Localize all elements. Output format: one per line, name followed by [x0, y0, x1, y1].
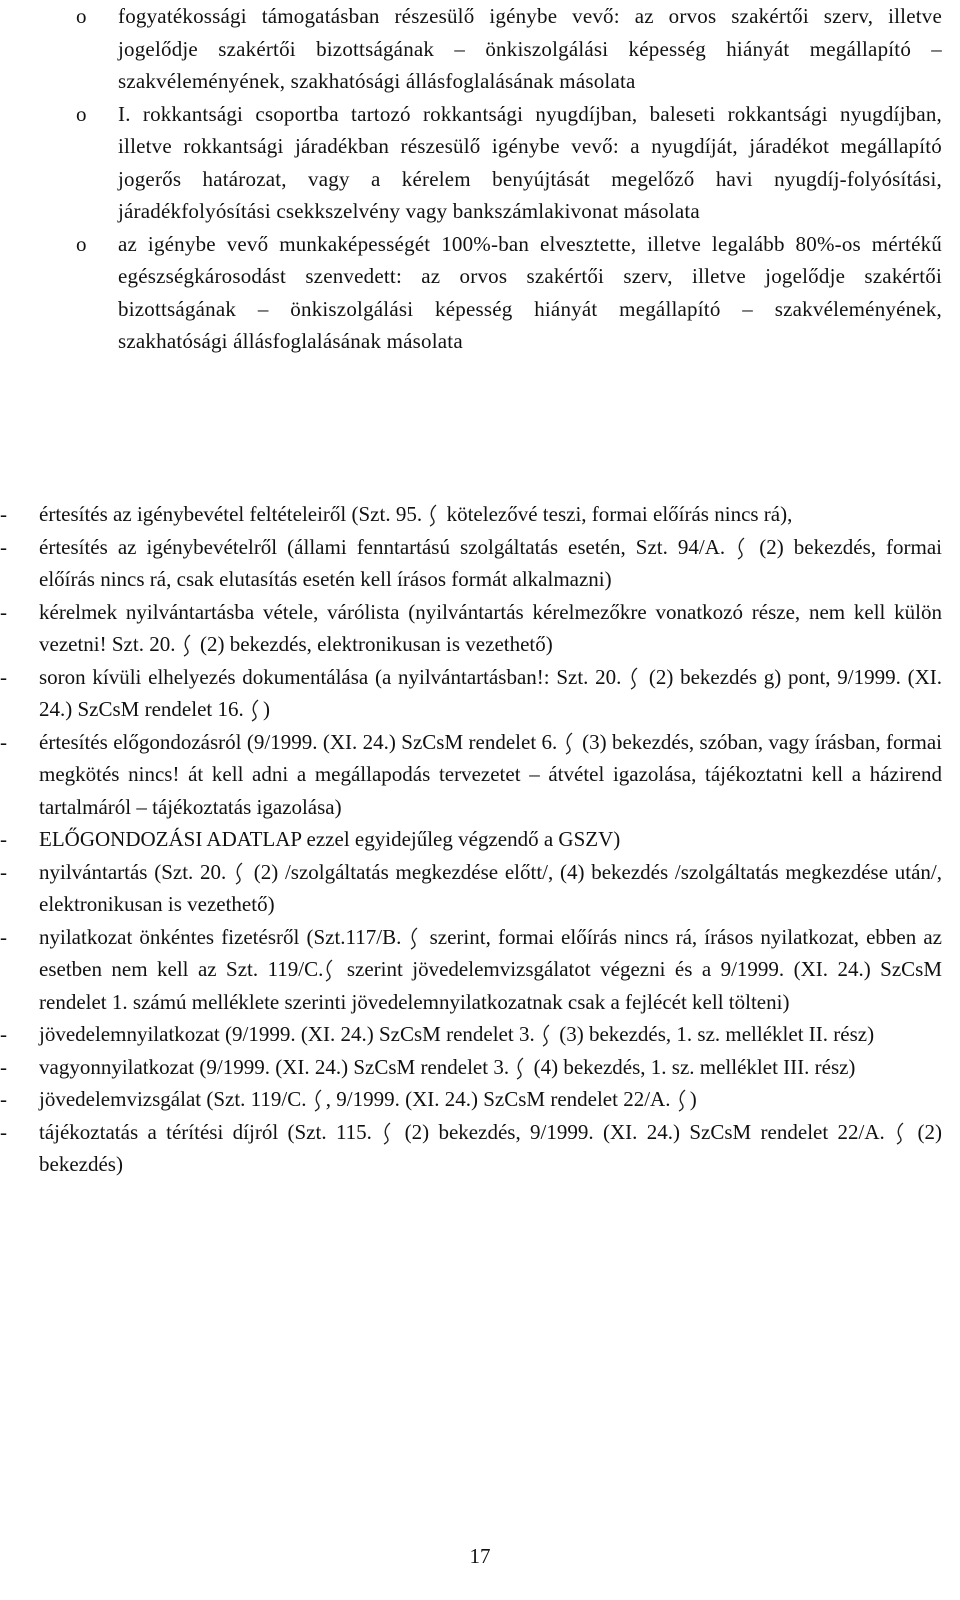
section-sign-icon — [628, 661, 642, 694]
text-segment: ) — [689, 1087, 697, 1111]
text-segment: (3) bekezdés, 1. sz. melléklet II. rész) — [553, 1022, 875, 1046]
section-sign-icon — [427, 498, 441, 531]
text-segment: (2) bekezdés, elektronikusan is vezethető) — [194, 632, 553, 656]
text-segment: kötelezővé teszi, formai előírás nincs rá), — [441, 502, 793, 526]
circle-bullet: o — [76, 231, 87, 256]
section-sign-icon — [563, 726, 577, 759]
dash-bullet: - — [0, 1087, 7, 1111]
text-segment: szerint jövedelemvizsgálatot végezni és a 9/1999. (XI. 24.) SzCsM rendelet 1. számú melléklete szerinti jövedelemnyilatkozatnak csak a fejlécét kell tölteni) — [39, 957, 943, 1014]
section-sign-icon — [894, 1116, 908, 1149]
main-list — [0, 498, 942, 1181]
dash-bullet: - — [0, 1119, 7, 1144]
main-list-item — [0, 596, 942, 661]
sub-item-text: I. rokkantsági csoportba tartozó rokkantsági nyugdíjban, baleseti rokkantsági nyugdíjban, illetve rokkantsági járadékban részesülő igénybe vevő: a nyugdíját, járadékot megállapító jogerős határozat, vagy a kérelem benyújtását megelőző havi nyugdíj-folyósítási, járadékfolyósítási csekkszelvény vagy bankszámlakivonat másolata — [118, 101, 942, 223]
main-item-text — [39, 856, 942, 921]
text-segment: , 9/1999. (XI. 24.) SzCsM rendelet 22/A. — [325, 1087, 676, 1111]
text-segment: (4) bekezdés, 1. sz. melléklet III. rész) — [528, 1054, 856, 1079]
main-item-text — [39, 498, 942, 531]
sub-list-item — [76, 98, 942, 228]
main-list-item — [0, 856, 942, 921]
text-segment: értesítés előgondozásról (9/1999. (XI. 24.) SzCsM rendelet 6. — [39, 729, 563, 754]
text-segment: (3) bekezdés, szóban, vagy írásban, formai megkötés nincs! át kell adni a megállapodás tervezetet – átvétel igazolása, tájékoztatni kell a házirend tartalmáról – tájékoztatás igazolása) — [39, 729, 942, 819]
dash-bullet: - — [0, 729, 7, 754]
section-sign-icon — [540, 1018, 554, 1051]
main-item-text — [39, 661, 942, 726]
dash-bullet: - — [0, 1054, 7, 1079]
sub-item-text: az igénybe vevő munkaképességét 100%-ban elvesztette, illetve legalább 80%-os mértékű egészségkárosodást szenvedett: az orvos szakértői szerv, illetve jogelődje szakértői bizottságának – önkiszolgálási képesség hiányát megállapító – szakvéleményének, szakhatósági állásfoglalásának másolata — [118, 231, 942, 353]
main-item-text — [39, 1018, 942, 1051]
dash-bullet: - — [0, 599, 7, 624]
section-sign-icon — [381, 1116, 395, 1149]
main-list-item — [0, 1051, 942, 1084]
dash-bullet: - — [0, 827, 7, 851]
text-segment: ) — [262, 697, 270, 721]
text-segment: soron kívüli elhelyezés dokumentálása (a nyilvántartásban!: Szt. 20. — [39, 664, 629, 689]
section-sign-icon — [676, 1083, 690, 1116]
section-sign-icon — [323, 953, 337, 986]
main-list-item — [0, 1083, 942, 1116]
main-item-text — [39, 596, 942, 661]
text-segment: értesítés az igénybevételről (állami fenntartású szolgáltatás esetén, Szt. 94/A. — [39, 534, 736, 559]
circle-bullet: o — [76, 4, 87, 28]
text-segment: ELŐGONDOZÁSI ADATLAP ezzel egyidejűleg végzendő a GSZV) — [39, 827, 621, 851]
text-segment: kérelmek nyilvántartásba vétele, várólista (nyilvántartás kérelmezőkre vonatkozó része, nem kell külön vezetni! Szt. 20. — [39, 599, 942, 656]
dash-bullet: - — [0, 664, 7, 689]
main-item-text — [39, 823, 942, 856]
text-segment: tájékoztatás a térítési díjról (Szt. 115. — [39, 1119, 382, 1144]
section-sign-icon — [249, 693, 263, 726]
text-segment: (2) bekezdés g) pont, 9/1999. (XI. 24.) SzCsM rendelet 16. — [39, 664, 942, 721]
text-segment: jövedelemnyilatkozat (9/1999. (XI. 24.) SzCsM rendelet 3. — [39, 1022, 540, 1046]
main-list-item — [0, 1018, 942, 1051]
main-list-item — [0, 921, 942, 1019]
sub-item-text: fogyatékossági támogatásban részesülő igénybe vevő: az orvos szakértői szerv, illetve jogelődje szakértői bizottságának – önkiszolgálási képesség hiányát megállapító – szakvéleményének, szakhatósági állásfoglalásának másolata — [118, 4, 942, 93]
text-segment: (2) bekezdés, 9/1999. (XI. 24.) SzCsM rendelet 22/A. — [395, 1119, 895, 1144]
main-item-text — [39, 1116, 942, 1181]
sub-list — [76, 0, 942, 358]
dash-bullet: - — [0, 1022, 7, 1046]
text-segment: (2) bekezdés) — [39, 1119, 942, 1176]
dash-bullet: - — [0, 502, 7, 526]
main-list-item — [0, 531, 942, 596]
main-list-item — [0, 498, 942, 531]
section-sign-icon — [408, 921, 422, 954]
dash-bullet: - — [0, 859, 7, 884]
page-number: 17 — [469, 1544, 491, 1568]
main-list-item — [0, 726, 942, 824]
text-segment: nyilvántartás (Szt. 20. — [39, 859, 233, 884]
section-sign-icon — [735, 531, 749, 564]
main-item-text — [39, 726, 942, 824]
text-segment: szerint, formai előírás nincs rá, írásos nyilatkozat, ebben az esetben nem kell az Szt. 119/C. — [39, 924, 942, 981]
section-sign-icon — [233, 856, 247, 889]
dash-bullet: - — [0, 534, 7, 559]
dash-bullet: - — [0, 924, 7, 949]
main-list-item — [0, 661, 942, 726]
main-item-text — [39, 1083, 942, 1116]
main-list-item — [0, 1116, 942, 1181]
sub-list-item — [76, 228, 942, 358]
section-sign-icon — [181, 628, 195, 661]
circle-bullet: o — [76, 101, 87, 126]
main-item-text — [39, 921, 942, 1019]
text-segment: (2) /szolgáltatás megkezdése előtt/, (4) bekezdés /szolgáltatás megkezdése után/, elektronikusan is vezethető) — [39, 859, 942, 916]
section-sign-icon — [312, 1083, 326, 1116]
section-sign-icon — [514, 1051, 528, 1084]
main-item-text — [39, 531, 942, 596]
text-segment: értesítés az igénybevétel feltételeiről (Szt. 95. — [39, 502, 428, 526]
text-segment: vagyonnyilatkozat (9/1999. (XI. 24.) SzCsM rendelet 3. — [39, 1054, 515, 1079]
sub-list-item — [76, 0, 942, 98]
main-item-text — [39, 1051, 942, 1084]
main-list-item — [0, 823, 942, 856]
text-segment: (2) bekezdés, formai előírás nincs rá, csak elutasítás esetén kell írásos formát alkalmazni) — [39, 534, 943, 591]
text-segment: jövedelemvizsgálat (Szt. 119/C. — [39, 1087, 312, 1111]
text-segment: nyilatkozat önkéntes fizetésről (Szt.117/B. — [39, 924, 409, 949]
